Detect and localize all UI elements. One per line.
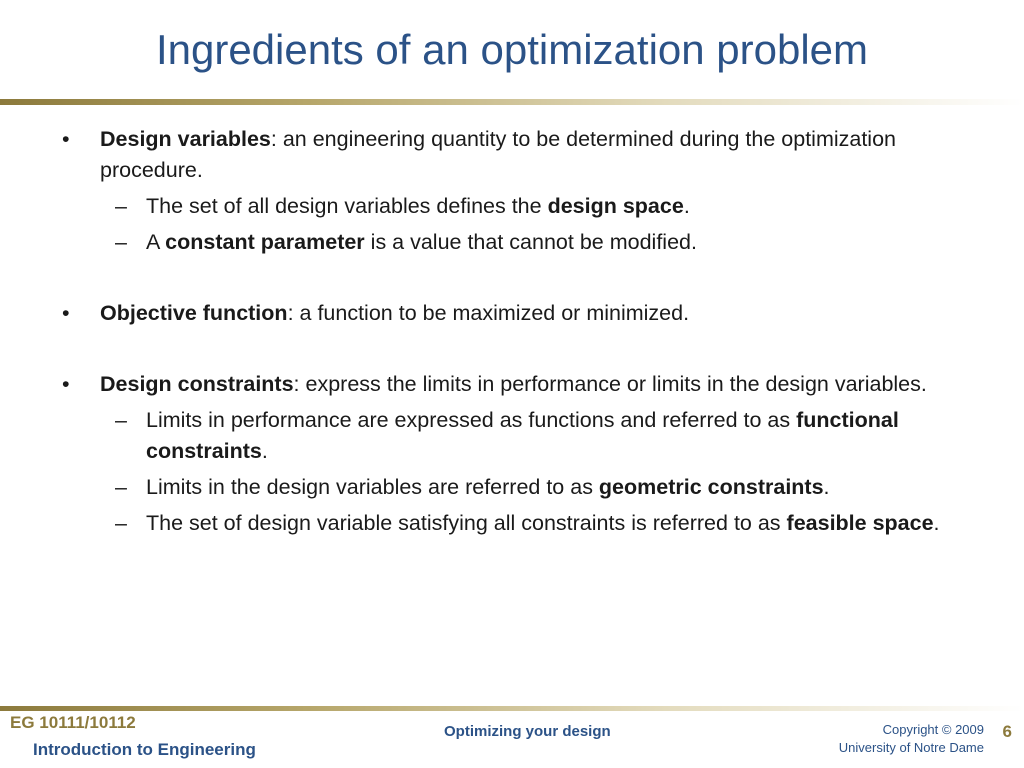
subitem-text-before: Limits in the design variables are referred to as xyxy=(146,475,599,499)
bullet-objective-function xyxy=(56,298,956,329)
bullet-text: : express the limits in performance or limits in the design variables. xyxy=(293,372,927,396)
bullet-text: : a function to be maximized or minimized. xyxy=(287,301,690,325)
subitem-marker: – xyxy=(115,194,127,218)
subitem-design-space xyxy=(56,191,956,222)
footer-divider xyxy=(0,706,1024,711)
slide-content xyxy=(56,124,956,539)
subitem-constant-parameter xyxy=(56,227,956,258)
subitem-functional-constraints xyxy=(56,405,956,467)
bullet-term: Objective function xyxy=(100,301,288,325)
bullet-design-constraints xyxy=(56,369,956,400)
bullet-marker: • xyxy=(62,127,70,151)
subitem-text-before: The set of design variable satisfying all constraints is referred to as xyxy=(146,511,787,535)
bullet-term: Design variables xyxy=(100,127,271,151)
footer-copyright xyxy=(839,721,984,757)
subitem-term: geometric constraints xyxy=(598,475,824,499)
spacer xyxy=(56,258,956,298)
slide-title: Ingredients of an optimization problem xyxy=(155,26,869,73)
title-divider xyxy=(0,99,1024,105)
footer-topic: Optimizing your design xyxy=(444,723,611,740)
spacer xyxy=(56,329,956,369)
subitem-text-after: . xyxy=(683,194,690,218)
subitem-feasible-space xyxy=(56,508,956,539)
subitem-text-after: . xyxy=(823,475,830,499)
subitem-text-after: . xyxy=(933,511,940,535)
bullet-design-variables xyxy=(56,124,956,186)
subitem-term: functional constraints xyxy=(146,408,899,463)
subitem-text-after: is a value that cannot be modified. xyxy=(364,230,697,254)
subitem-marker: – xyxy=(115,511,127,535)
subitem-text-before: A xyxy=(146,230,166,254)
subitem-marker: – xyxy=(115,408,127,432)
bullet-marker: • xyxy=(62,372,70,396)
subitem-term: feasible space xyxy=(786,511,934,535)
copyright-line-1: Copyright © 2009 xyxy=(882,722,984,737)
subitem-term: design space xyxy=(547,194,684,218)
copyright-line-2: University of Notre Dame xyxy=(838,740,984,755)
bullet-text: : an engineering quantity to be determined during the optimization procedure. xyxy=(100,127,896,182)
footer-course-code: EG 10111/10112 xyxy=(10,713,136,732)
subitem-term: constant parameter xyxy=(165,230,365,254)
subitem-text-before: The set of all design variables defines the xyxy=(146,194,548,218)
footer-course-name: Introduction to Engineering xyxy=(33,740,256,759)
subitem-text-before: Limits in performance are expressed as functions and referred to as xyxy=(146,408,797,432)
subitem-text-after: . xyxy=(261,439,268,463)
bullet-marker: • xyxy=(62,301,70,325)
subitem-marker: – xyxy=(115,475,127,499)
bullet-term: Design constraints xyxy=(100,372,294,396)
subitem-geometric-constraints xyxy=(56,472,956,503)
page-number: 6 xyxy=(1002,722,1012,741)
subitem-marker: – xyxy=(115,230,127,254)
